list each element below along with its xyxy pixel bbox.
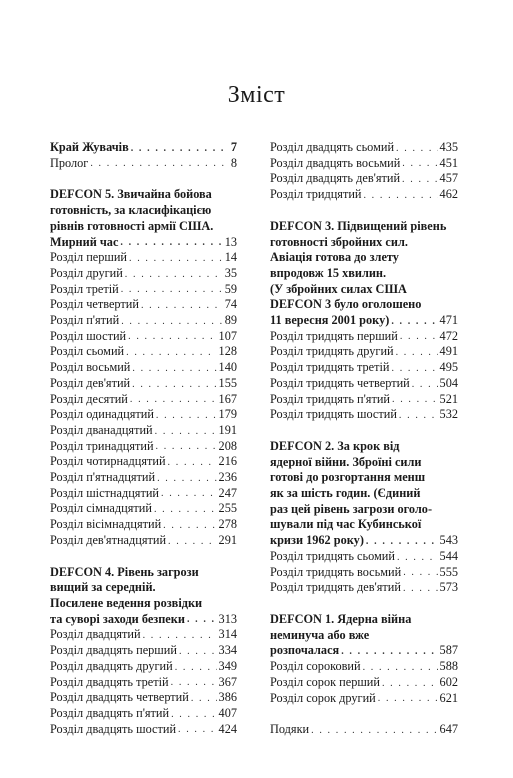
leader-dots [128,329,216,344]
toc-entry-label: Розділ дев'ятий [50,375,131,390]
toc-entry-label: Розділ двадцять шостий [50,721,177,736]
toc-entry[interactable] [50,329,237,345]
section-heading: готові до розгортання менш [270,470,426,485]
leader-dots [163,518,216,533]
leader-dots [156,439,217,454]
toc-right-column [270,140,458,738]
leader-dots [125,267,223,282]
toc-entry-label: та суворі заходи безпеки [50,611,185,626]
toc-entry[interactable] [50,297,237,313]
leader-dots [402,156,437,171]
toc-entry-label: Розділ сороковий [270,659,361,674]
toc-entry-page: 247 [218,485,237,500]
toc-entry[interactable] [50,250,237,266]
toc-entry-label: Розділ тридцять дев'ятий [270,580,401,595]
section-heading: рівнів готовності армії США. [50,218,214,233]
leader-dots [363,188,437,203]
section-heading: DEFCON 3 було оголошено [270,297,422,312]
section-heading: готовність, за класифікацією [50,203,212,218]
toc-entry-label: Розділ тридцять п'ятий [270,391,390,406]
leader-dots [178,722,217,737]
leader-dots [121,314,223,329]
toc-entry-page: 128 [218,344,237,359]
toc-entry-label: Розділ двадцять п'ятий [50,705,170,720]
leader-dots [341,644,437,659]
toc-entry-label: 11 вересня 2001 року) [270,313,390,328]
leader-dots [171,707,216,722]
leader-dots [382,676,438,691]
toc-entry[interactable] [50,313,237,329]
toc-entry[interactable] [270,360,458,376]
toc-entry-label: Розділ вісімнадцятий [50,517,162,532]
toc-entry[interactable] [50,627,237,643]
toc-entry-label: Розділ сьомий [50,344,125,359]
toc-entry-page: 588 [439,659,458,674]
toc-entry[interactable] [270,171,458,187]
toc-entry-page: 647 [439,722,458,737]
section-heading: раз цей рівень загрози оголо- [270,501,433,516]
toc-entry-label: Розділ перший [50,250,128,265]
toc-entry-page: 334 [218,643,237,658]
leader-dots [132,361,216,376]
toc-entry-page: 7 [230,140,237,154]
toc-entry[interactable] [50,140,237,156]
toc-entry-label: Розділ одинадцятий [50,407,154,422]
toc-entry[interactable] [50,533,237,549]
toc-entry-page: 313 [218,611,237,626]
toc-entry-label: Розділ двадцять другий [50,658,173,673]
toc-entry[interactable] [50,454,237,470]
section-heading: DEFCON 2. За крок від [270,438,400,453]
toc-entry-page: 13 [224,234,237,249]
toc-entry-label: Розділ двадцять сьомий [270,140,395,154]
toc-entry[interactable] [50,407,237,423]
toc-entry-label: Розділ другий [50,265,123,280]
leader-dots [179,644,217,659]
toc-entry[interactable] [270,549,458,565]
toc-entry[interactable] [270,565,458,581]
toc-entry-label: Розділ тридцять третій [270,360,390,375]
toc-entry-label: Розділ двадцять четвертий [50,690,189,705]
toc-entry[interactable] [50,156,237,172]
section-heading: готовності збройних сил. [270,234,408,249]
toc-entry-page: 386 [218,690,237,705]
toc-entry[interactable] [270,691,458,707]
toc-entry-page: 208 [218,438,237,453]
toc-entry-label: Розділ шістнадцятий [50,485,159,500]
toc-entry-page: 179 [218,407,237,422]
leader-dots [132,377,216,392]
toc-entry[interactable] [50,706,237,722]
toc-entry-label: Розділ дванадцятий [50,422,153,437]
leader-dots [397,550,438,565]
leader-dots [90,156,229,171]
toc-entry-page: 602 [439,674,458,689]
toc-entry[interactable] [50,612,237,628]
toc-entry[interactable] [270,643,458,659]
toc-entry-label: Розділ двадцять перший [50,643,177,658]
toc-entry-label: Розділ двадцять третій [50,674,169,689]
toc-entry-page: 457 [439,171,458,186]
toc-entry-page: 255 [218,501,237,516]
leader-dots [363,660,438,675]
leader-dots [400,329,438,344]
toc-entry-label: Розділ п'ятий [50,313,120,328]
toc-entry-page: 544 [439,548,458,563]
toc-entry-label: Розділ восьмий [50,360,131,375]
toc-entry-page: 107 [218,328,237,343]
toc-entry-label: Пролог [50,155,89,170]
toc-entry[interactable] [270,580,458,596]
leader-dots [154,502,217,517]
toc-entry-page: 587 [439,643,458,658]
toc-entry-page: 543 [439,533,458,548]
section-heading: DEFCON 1. Ядерна війна [270,611,412,626]
toc-entry[interactable] [270,376,458,392]
toc-entry-page: 462 [439,187,458,202]
toc-entry[interactable] [50,439,237,455]
toc-entry-label: Розділ дев'ятнадцятий [50,532,167,547]
leader-dots [399,408,438,423]
toc-entry-page: 349 [218,658,237,673]
leader-dots [155,424,217,439]
leader-dots [403,581,438,596]
section-heading: як за шість годин. (Єдиний [270,486,421,501]
toc-entry[interactable] [50,643,237,659]
section-heading: вищий за середній. [50,580,156,595]
section-heading: неминуча або вже [270,627,370,642]
leader-dots [175,660,217,675]
toc-entry[interactable] [270,722,458,738]
section-heading: ядерної війни. Зброїні сили [270,454,422,469]
section-heading: впродовж 15 хвилин. [270,265,387,280]
toc-entry-label: Розділ тридцятий [270,187,362,202]
toc-entry[interactable] [50,675,237,691]
toc-entry-label: Розділ сорок другий [270,690,376,705]
leader-dots [392,361,438,376]
toc-entry-page: 451 [439,155,458,170]
toc-entry-label: Розділ двадцять дев'ятий [270,171,401,186]
section-heading: DEFCON 3. Підвищений рівень [270,218,447,233]
leader-dots [402,172,438,187]
toc-entry[interactable] [50,659,237,675]
leader-dots [131,141,229,156]
toc-entry[interactable] [50,470,237,486]
toc-entry[interactable] [50,282,237,298]
toc-entry-page: 555 [439,564,458,579]
toc-entry-label: Розділ тридцять сьомий [270,548,395,563]
leader-dots [412,377,438,392]
toc-entry-label: Розділ тридцять четвертий [270,375,410,390]
section-heading: (У збройних силах США [270,281,407,296]
toc-entry-label: Розділ чотирнадцятий [50,454,166,469]
toc-entry[interactable] [270,313,458,329]
leader-dots [396,141,438,156]
toc-entry-label: Розділ сімнадцятий [50,501,152,516]
section-heading: шували під час Кубинської [270,517,422,532]
leader-dots [168,455,217,470]
toc-entry-page: 35 [224,265,237,280]
leader-dots [396,345,438,360]
toc-entry-page: 471 [439,313,458,328]
leader-dots [378,691,438,706]
toc-entry-page: 435 [439,140,458,154]
toc-entry-page: 491 [439,344,458,359]
toc-entry-page: 367 [218,674,237,689]
section-heading: Посилене ведення розвідки [50,595,203,610]
toc-entry-page: 167 [218,391,237,406]
toc-entry[interactable] [50,344,237,360]
leader-dots [403,565,437,580]
toc-entry-page: 191 [218,422,237,437]
toc-entry-label: Розділ двадцять восьмий [270,155,401,170]
leader-dots [141,298,223,313]
toc-entry-page: 424 [218,721,237,736]
toc-entry-page: 236 [218,470,237,485]
toc-entry[interactable] [50,360,237,376]
toc-entry[interactable] [270,156,458,172]
leader-dots [129,251,223,266]
leader-dots [171,675,217,690]
toc-entry[interactable] [270,392,458,408]
toc-entry-page: 14 [224,250,237,265]
toc-entry[interactable] [270,407,458,423]
leader-dots [143,628,217,643]
toc-entry-page: 216 [218,454,237,469]
toc-entry-page: 291 [218,532,237,547]
toc-entry-page: 495 [439,360,458,375]
leader-dots [191,691,217,706]
toc-entry[interactable] [50,690,237,706]
toc-entry[interactable] [270,140,458,156]
toc-entry[interactable] [270,344,458,360]
toc-entry-page: 407 [218,705,237,720]
toc-entry[interactable] [270,659,458,675]
leader-dots [121,282,223,297]
toc-entry-page: 472 [439,328,458,343]
toc-entry-page: 504 [439,375,458,390]
toc-entry-page: 89 [224,313,237,328]
toc-entry[interactable] [50,486,237,502]
toc-entry[interactable] [270,675,458,691]
toc-entry[interactable] [50,376,237,392]
leader-dots [168,534,217,549]
leader-dots [157,471,216,486]
section-heading: DEFCON 5. Звичайна бойова [50,187,212,202]
toc-entry-page: 532 [439,407,458,422]
toc-entry-label: Розділ двадцятий [50,627,141,642]
leader-dots [187,612,217,627]
toc-entry-label: Мирний час [50,234,119,249]
leader-dots [130,392,217,407]
leader-dots [311,723,437,738]
toc-entry-page: 59 [224,281,237,296]
toc-entry-label: Розділ тридцять восьмий [270,564,402,579]
leader-dots [120,235,222,250]
toc-entry-page: 573 [439,580,458,595]
toc-entry-label: Подяки [270,722,310,737]
toc-entry-label: розпочалася [270,643,340,658]
toc-entry-page: 621 [439,690,458,705]
toc-entry-page: 155 [218,375,237,390]
toc-entry-label: Край Жувачів [50,140,129,154]
toc-entry-label: Розділ третій [50,281,119,296]
leader-dots [392,392,438,407]
toc-entry-page: 278 [218,517,237,532]
section-heading: DEFCON 4. Рівень загрози [50,564,199,579]
toc-entry[interactable] [50,392,237,408]
toc-entry[interactable] [270,533,458,549]
toc-entry-page: 8 [230,155,237,170]
leader-dots [391,314,437,329]
toc-entry-label: Розділ сорок перший [270,674,380,689]
toc-entry[interactable] [50,423,237,439]
toc-entry[interactable] [270,329,458,345]
toc-entry-page: 140 [218,360,237,375]
toc-entry-page: 74 [224,297,237,312]
toc-entry-label: Розділ четвертий [50,297,139,312]
toc-entry-label: Розділ тридцять другий [270,344,394,359]
toc-entry[interactable] [50,517,237,533]
toc-entry[interactable] [50,266,237,282]
leader-dots [126,345,216,360]
toc-entry-label: Розділ тридцять перший [270,328,398,343]
toc-entry-label: Розділ десятий [50,391,128,406]
toc-entry-page: 521 [439,391,458,406]
toc-entry-page: 314 [218,627,237,642]
toc-left-column [50,140,237,737]
toc-entry[interactable] [50,235,237,251]
leader-dots [156,408,217,423]
toc-entry-label: Розділ тридцять шостий [270,407,397,422]
toc-entry-label: Розділ тринадцятий [50,438,154,453]
toc-entry-label: Розділ шостий [50,328,127,343]
toc-entry[interactable] [50,722,237,738]
section-heading: Авіація готова до злету [270,250,399,265]
leader-dots [161,486,217,501]
toc-entry-label: кризи 1962 року) [270,533,364,548]
leader-dots [366,534,438,549]
toc-entry[interactable] [50,501,237,517]
toc-entry[interactable] [270,187,458,203]
toc-entry-label: Розділ п'ятнадцятий [50,470,156,485]
page-title: Зміст [227,82,286,108]
